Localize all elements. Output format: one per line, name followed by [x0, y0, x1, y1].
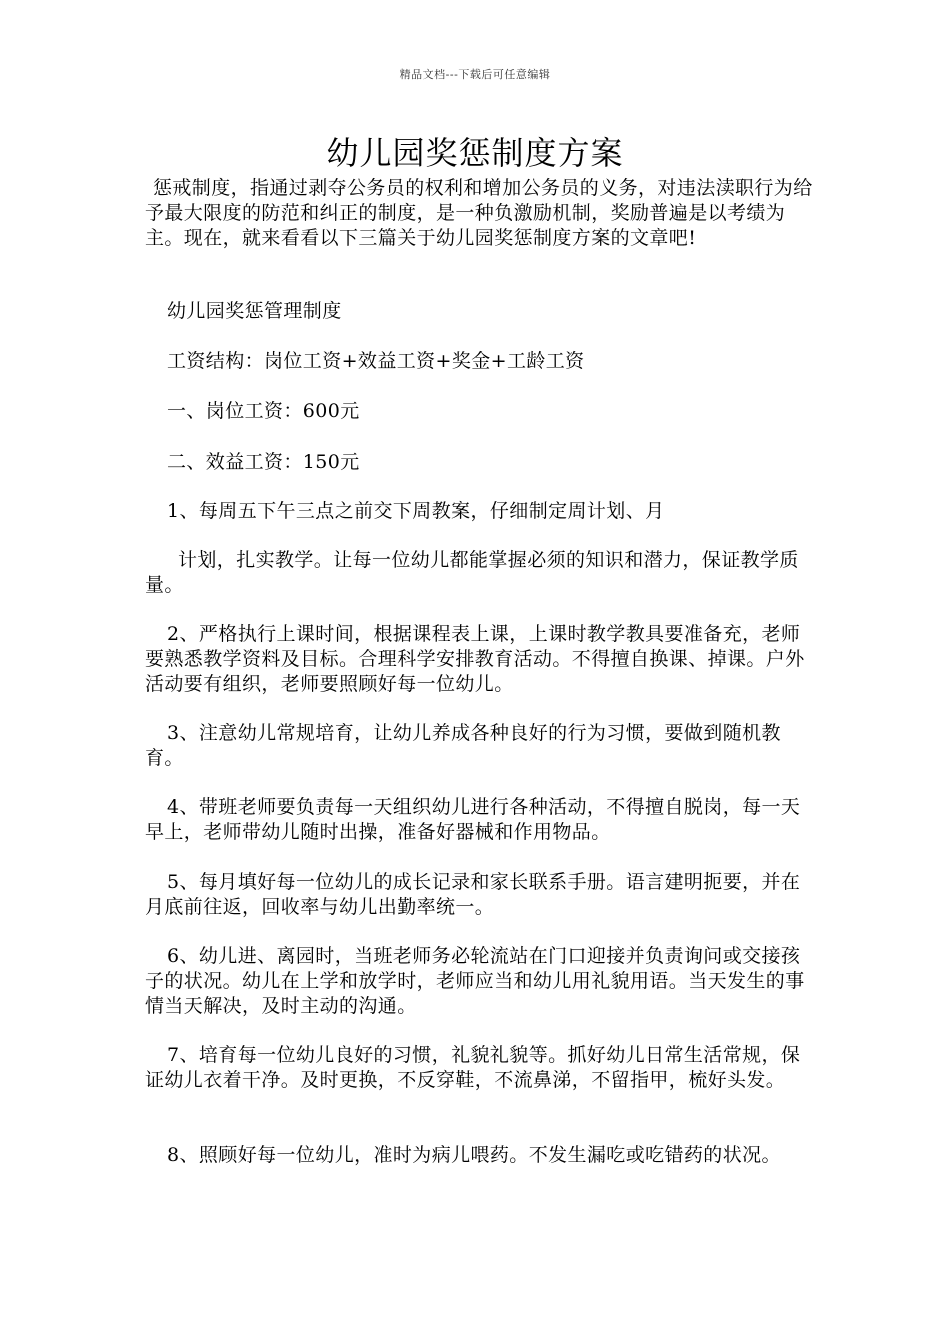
section-heading: 幼儿园奖惩管理制度 [167, 300, 342, 322]
intro-paragraph: 惩戒制度，指通过剥夺公务员的权利和增加公务员的义务，对违法渎职行为给予最大限度的防范和纠正的制度，是一种负激励机制，奖励普遍是以考绩为主。现在，就来看看以下三篇关于幼儿园奖惩制度方案的文章吧! [145, 177, 813, 249]
item-post-salary: 一、岗位工资：600元 [167, 400, 360, 422]
salary-structure: 工资结构：岗位工资+效益工资+奖金+工龄工资 [167, 350, 585, 372]
rule-6: 6、幼儿进、离园时，当班老师务必轮流站在门口迎接并负责询问或交接孩子的状况。幼儿在上学和放学时，老师应当和幼儿用礼貌用语。当天发生的事情当天解决，及时主动的沟通。 [145, 945, 805, 1017]
header-note: 精品文档---下载后可任意编辑 [399, 68, 551, 81]
rule-1-continued: 计划，扎实教学。让每一位幼儿都能掌握必须的知识和潜力，保证教学质量。 [145, 549, 799, 596]
rule-5: 5、每月填好每一位幼儿的成长记录和家长联系手册。语言建明扼要，并在月底前往返，回收率与幼儿出勤率统一。 [145, 871, 801, 918]
rule-8: 8、照顾好每一位幼儿，准时为病儿喂药。不发生漏吃或吃错药的状况。 [167, 1144, 781, 1166]
item-benefit-salary: 二、效益工资：150元 [167, 451, 360, 473]
rule-3: 3、注意幼儿常规培育，让幼儿养成各种良好的行为习惯，要做到随机教育。 [145, 722, 781, 769]
rule-1-line: 1、每周五下午三点之前交下周教案，仔细制定周计划、月 [167, 500, 665, 522]
rule-4: 4、带班老师要负责每一天组织幼儿进行各种活动，不得擅自脱岗，每一天早上，老师带幼儿随时出操，准备好器械和作用物品。 [145, 796, 801, 843]
document-title: 幼儿园奖惩制度方案 [326, 134, 624, 172]
rule-7: 7、培育每一位幼儿良好的习惯，礼貌礼貌等。抓好幼儿日常生活常规，保证幼儿衣着干净。及时更换，不反穿鞋，不流鼻涕，不留指甲，梳好头发。 [145, 1044, 801, 1091]
rule-2: 2、严格执行上课时间，根据课程表上课，上课时教学教具要准备充，老师要熟悉教学资料及目标。合理科学安排教育活动。不得擅自换课、掉课。户外活动要有组织，老师要照顾好每一位幼儿。 [145, 623, 805, 695]
